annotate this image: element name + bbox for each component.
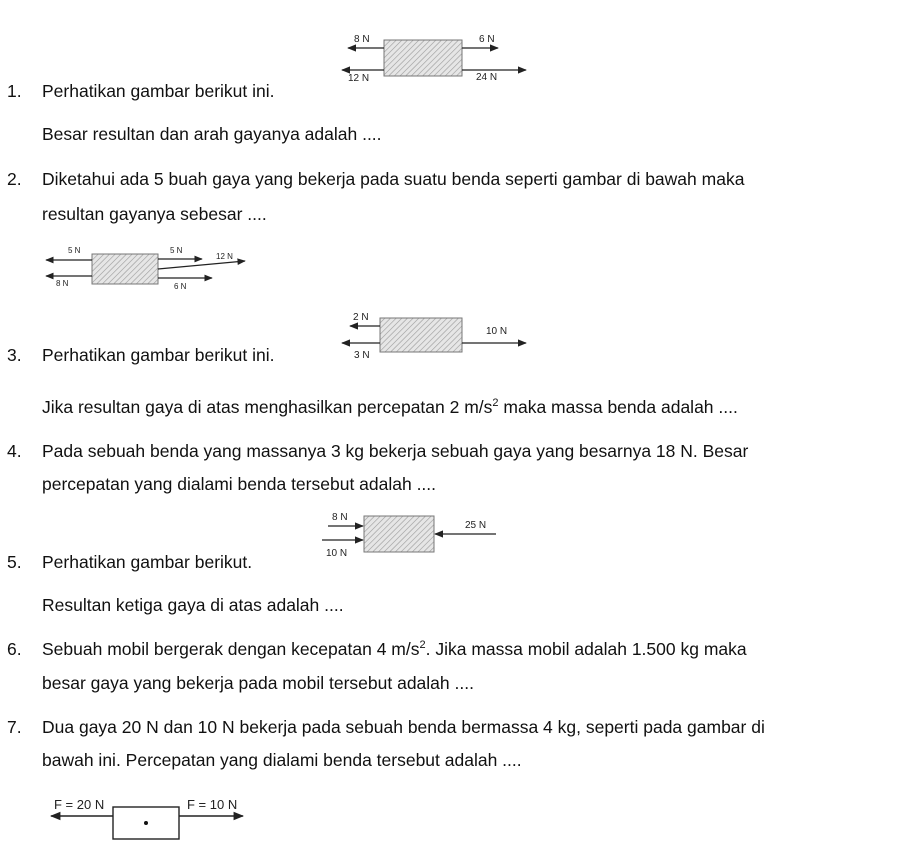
question-6-text: Sebuah mobil bergerak dengan kecepatan 4 $m/s^2$. Jika massa mobil adalah 1.500 kg maka [42,639,747,659]
question-number: 4. [7,441,22,461]
force-label: 10 N [326,548,348,559]
force-arrow-right-far [158,261,245,269]
force-label: 6 N [174,282,187,291]
block [364,516,434,552]
question-number: 6. [7,639,22,659]
force-label: 3 N [354,350,370,361]
force-diagram-2 [40,244,255,292]
question-3-text: Perhatikan gambar berikut ini. [42,345,275,365]
question-5-text: Perhatikan gambar berikut. [42,552,253,572]
force-label: 5 N [68,246,81,255]
force-diagram-3 [340,306,540,364]
question-3-prompt: Jika resultan gaya di atas menghasilkan percepatan 2 $m/s^2$ maka massa benda adalah .... [42,397,738,417]
force-label: 12 N [216,252,233,261]
question-number: 7. [7,717,22,737]
force-label: 25 N [465,520,487,531]
block [92,254,158,284]
force-diagram-7 [48,790,253,842]
force-label: 2 N [353,312,369,323]
question-2-text-cont: resultan gayanya sebesar .... [42,204,267,224]
force-diagram-5 [322,506,507,566]
question-number: 2. [7,169,22,189]
question-number: 5. [7,552,22,572]
force-label: 24 N [476,72,498,83]
block [384,40,462,76]
question-1-text: Perhatikan gambar berikut ini. [42,81,275,101]
question-6-text-cont: besar gaya yang bekerja pada mobil tersebut adalah .... [42,673,474,693]
question-7-text: Dua gaya 20 N dan 10 N bekerja pada sebuah benda bermassa 4 kg, seperti pada gambar di [42,717,765,737]
force-label: 6 N [479,34,495,45]
force-label: 12 N [348,73,370,84]
force-label: 10 N [486,326,508,337]
block [380,318,462,352]
question-7-text-cont: bawah ini. Percepatan yang dialami benda tersebut adalah .... [42,750,522,770]
force-label: 8 N [354,34,370,45]
question-number: 3. [7,345,22,365]
force-label: F = 10 N [187,797,238,812]
question-2-text: Diketahui ada 5 buah gaya yang bekerja pada suatu benda seperti gambar di bawah maka [42,169,745,189]
force-label: 8 N [332,512,348,523]
question-5-prompt: Resultan ketiga gaya di atas adalah .... [42,595,344,615]
question-4-text: Pada sebuah benda yang massanya 3 kg bekerja sebuah gaya yang besarnya 18 N. Besar [42,441,749,461]
question-1-prompt: Besar resultan dan arah gayanya adalah .... [42,124,382,144]
question-number: 1. [7,81,22,101]
force-label: 8 N [56,279,69,288]
center-dot [144,821,148,825]
force-label: F = 20 N [54,797,105,812]
question-4-text-cont: percepatan yang dialami benda tersebut adalah .... [42,474,437,494]
force-label: 5 N [170,246,183,255]
force-diagram-1 [340,28,540,88]
